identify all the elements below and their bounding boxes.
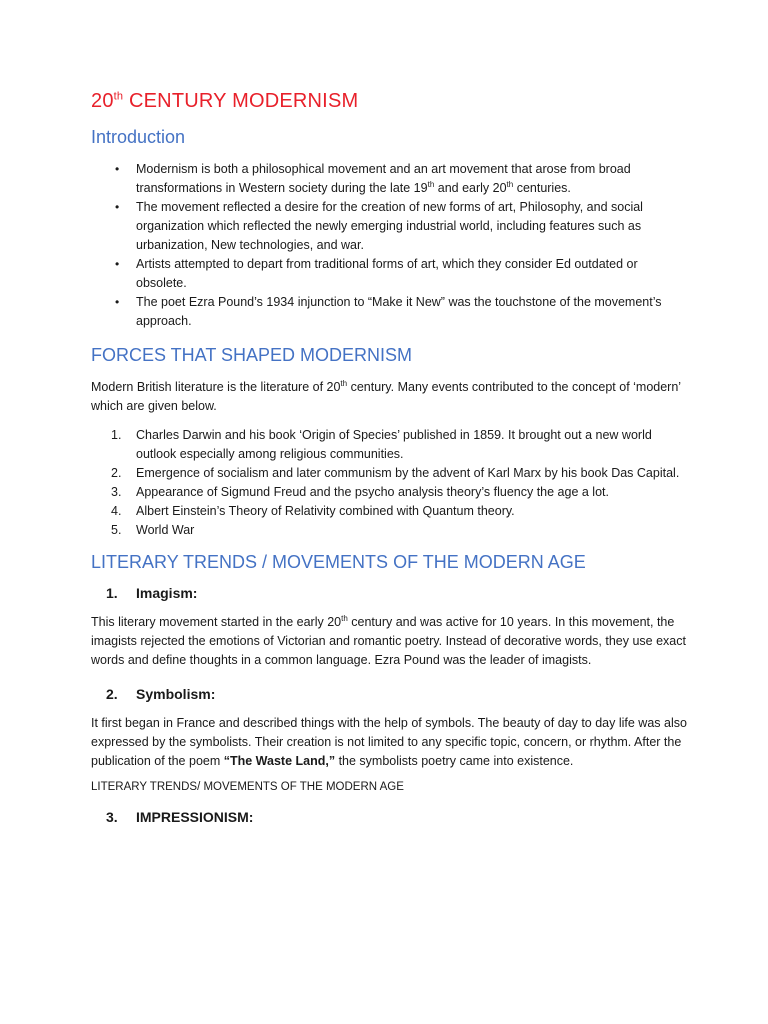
forces-heading: FORCES THAT SHAPED MODERNISM bbox=[91, 345, 413, 365]
list-item: • The poet Ezra Pound’s 1934 injunction to “Make it New” was the touchstone of the movement’s approach. bbox=[115, 295, 662, 328]
list-item: • Artists attempted to depart from traditional forms of art, which they consider Ed outdated or obsolete. bbox=[115, 257, 638, 290]
list-item: 2. Emergence of socialism and later communism by the advent of Karl Marx by his book Das Capital. bbox=[111, 466, 680, 480]
forces-paragraph: Modern British literature is the literature of 20th century. Many events contributed to the concept of ‘modern’ which are given below. bbox=[91, 378, 681, 413]
bullet-icon: • bbox=[115, 257, 120, 271]
forces-numbered-list bbox=[91, 426, 691, 540]
impressionism-subheading: 3. IMPRESSIONISM: bbox=[106, 809, 254, 825]
list-item: 5. World War bbox=[111, 523, 195, 537]
imagism-paragraph: This literary movement started in the early 20th century and was active for 10 years. In this movement, the imagists rejected the emotions of Victorian and romantic poetry. Instead of decorative words, they use exact words and define thoughts in a common language. Ezra Pound was the leader of imagists. bbox=[91, 613, 686, 667]
bullet-icon: • bbox=[115, 200, 120, 214]
intro-bullet-list bbox=[91, 160, 691, 331]
page-title: 20th CENTURY MODERNISM bbox=[91, 90, 359, 112]
bullet-icon: • bbox=[115, 162, 120, 176]
repeated-trends-heading: LITERARY TRENDS/ MOVEMENTS OF THE MODERN AGE bbox=[91, 781, 404, 793]
symbolism-paragraph: It first began in France and described things with the help of symbols. The beauty of day to day life was also expressed by the symbolists. Their creation is not limited to any specific topic, concern, or rhythm. After the publication of the poem “The Waste Land,” the symbolists poetry came into existence. bbox=[91, 716, 687, 768]
list-item: 3. Appearance of Sigmund Freud and the psycho analysis theory’s fluency the age a lot. bbox=[111, 485, 609, 499]
document-page bbox=[91, 90, 691, 837]
intro-heading: Introduction bbox=[91, 127, 186, 147]
list-item: 1. Charles Darwin and his book ‘Origin of Species’ published in 1859. It brought out a new world outlook especially among religious communities. bbox=[111, 428, 652, 461]
bullet-icon: • bbox=[115, 295, 120, 309]
trends-heading: LITERARY TRENDS / MOVEMENTS OF THE MODERN AGE bbox=[91, 552, 586, 572]
imagism-subheading: 1. Imagism: bbox=[106, 585, 198, 601]
symbolism-subheading: 2. Symbolism: bbox=[106, 686, 216, 702]
list-item: 4. Albert Einstein’s Theory of Relativity combined with Quantum theory. bbox=[111, 504, 515, 518]
list-item: • The movement reflected a desire for the creation of new forms of art, Philosophy, and social organization which reflected the newly emerging industrial world, including features such as urbanization, New technologies, and war. bbox=[115, 200, 643, 252]
list-item: • Modernism is both a philosophical movement and an art movement that arose from broad transformations in Western society during the late 19th and early 20th centuries. bbox=[115, 162, 631, 195]
